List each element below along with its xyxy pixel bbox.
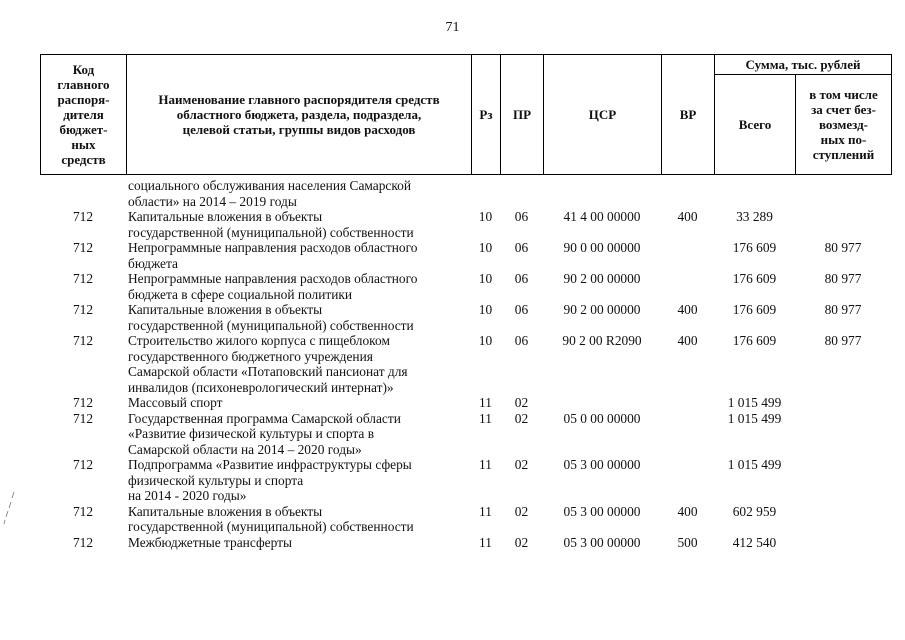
- cell-code: 712: [72, 503, 94, 519]
- cell-rz: 11: [479, 503, 492, 519]
- cell-csr: 90 0 00 00000: [563, 240, 641, 255]
- cell-code: 712: [72, 395, 94, 410]
- cell-vr: 400: [677, 302, 698, 317]
- cell-vr: 500: [677, 534, 698, 550]
- table-row: [40, 395, 891, 411]
- cell-pr: 02: [514, 395, 529, 410]
- table-header: [40, 54, 892, 175]
- cell-name: Массовый спорт: [128, 395, 223, 410]
- cell-csr: 05 3 00 00000: [563, 503, 641, 519]
- page-number: 71: [445, 20, 460, 35]
- cell-csr: 05 3 00 00000: [563, 457, 641, 472]
- cell-total: 1 015 499: [727, 457, 782, 472]
- cell-rz: 10: [478, 271, 493, 286]
- cell-code: 712: [72, 410, 94, 426]
- cell-code: 712: [72, 457, 94, 472]
- table-row: [40, 302, 891, 333]
- header-vr: ВР: [662, 55, 715, 175]
- cell-vr: 400: [677, 209, 698, 224]
- cell-vr: 400: [677, 503, 698, 519]
- cell-name: Непрограммные направления расходов областного бюджета: [128, 240, 418, 271]
- cell-pr: 06: [514, 333, 529, 348]
- header-subtotal: в том числе за счет без- возмезд- ных по- ступлений: [796, 75, 892, 175]
- cell-code: 712: [72, 209, 94, 224]
- table-row: [40, 178, 891, 209]
- header-code: Код главного распоря- дителя бюджет- ных средств: [41, 55, 127, 175]
- cell-pr: 02: [514, 410, 529, 426]
- margin-pen-mark: [2, 490, 18, 526]
- cell-sub: 80 977: [824, 302, 862, 317]
- header-pr: ПР: [501, 55, 544, 175]
- cell-csr: 05 0 00 00000: [563, 410, 641, 426]
- cell-pr: 06: [514, 209, 529, 224]
- cell-total: 176 609: [732, 333, 777, 348]
- cell-rz: 11: [479, 457, 492, 472]
- cell-pr: 02: [514, 503, 529, 519]
- cell-name: Капитальные вложения в объекты государственной (муниципальной) собственности: [128, 503, 414, 534]
- cell-total: 176 609: [732, 271, 777, 286]
- cell-total: 1 015 499: [727, 395, 782, 410]
- cell-total: 176 609: [732, 240, 777, 255]
- cell-pr: 06: [514, 271, 529, 286]
- cell-csr: 90 2 00 00000: [563, 302, 641, 317]
- cell-code: 712: [72, 271, 94, 286]
- cell-code: 712: [72, 240, 94, 255]
- header-name: Наименование главного распорядителя средств областного бюджета, раздела, подраздела, целевой статьи, группы видов расходов: [127, 55, 472, 175]
- cell-name: Межбюджетные трансферты: [128, 534, 292, 550]
- cell-total: 33 289: [736, 209, 773, 224]
- cell-code: 712: [72, 534, 94, 550]
- cell-total: 602 959: [732, 503, 777, 519]
- cell-code: 712: [72, 333, 94, 348]
- cell-csr: 90 2 00 R2090: [562, 333, 642, 348]
- cell-rz: 10: [478, 302, 493, 317]
- table-row: [40, 411, 891, 458]
- table-row: [40, 535, 891, 551]
- cell-csr: 90 2 00 00000: [563, 271, 641, 286]
- cell-name: Государственная программа Самарской области «Развитие физической культуры и спорта в Самарской области на 2014 – 2020 годы»: [128, 410, 401, 457]
- cell-pr: 02: [514, 534, 529, 550]
- cell-rz: 10: [478, 240, 493, 255]
- cell-name: Капитальные вложения в объекты государственной (муниципальной) собственности: [128, 209, 414, 240]
- table-row: [40, 333, 891, 395]
- table-row: [40, 504, 891, 535]
- cell-pr: 02: [514, 457, 529, 472]
- cell-sub: 80 977: [824, 333, 862, 348]
- cell-name: социального обслуживания населения Самарской области» на 2014 – 2019 годы: [128, 178, 412, 209]
- cell-pr: 06: [514, 302, 529, 317]
- cell-pr: 06: [514, 240, 529, 255]
- cell-total: 176 609: [732, 302, 777, 317]
- header-sum: Сумма, тыс. рублей: [715, 55, 892, 75]
- cell-vr: 400: [677, 333, 698, 348]
- cell-sub: 80 977: [824, 271, 862, 286]
- cell-rz: 11: [479, 395, 492, 410]
- cell-rz: 10: [478, 209, 493, 224]
- table-row: [40, 209, 891, 240]
- header-rz: Рз: [472, 55, 501, 175]
- cell-name: Подпрограмма «Развитие инфраструктуры сферы физической культуры и спорта на 2014 - 2020 годы»: [128, 457, 412, 503]
- cell-code: 712: [72, 302, 94, 317]
- cell-csr: 05 3 00 00000: [563, 534, 641, 550]
- table-row: [40, 457, 891, 504]
- table-body: [40, 178, 891, 550]
- table-row: [40, 240, 891, 271]
- cell-rz: 10: [478, 333, 493, 348]
- cell-csr: 41 4 00 00000: [563, 209, 641, 224]
- cell-name: Непрограммные направления расходов областного бюджета в сфере социальной политики: [128, 271, 418, 302]
- cell-sub: 80 977: [824, 240, 862, 255]
- cell-rz: 11: [479, 410, 492, 426]
- cell-rz: 11: [479, 534, 492, 550]
- table-row: [40, 271, 891, 302]
- cell-name: Строительство жилого корпуса с пищеблоком государственного бюджетного учреждения Самарской области «Потаповский пансионат для инвалидов (психоневрологический интернат)»: [128, 333, 408, 395]
- header-total: Всего: [715, 75, 796, 175]
- header-csr: ЦСР: [544, 55, 662, 175]
- cell-name: Капитальные вложения в объекты государственной (муниципальной) собственности: [128, 302, 414, 333]
- cell-total: 1 015 499: [727, 410, 782, 426]
- cell-total: 412 540: [732, 534, 777, 550]
